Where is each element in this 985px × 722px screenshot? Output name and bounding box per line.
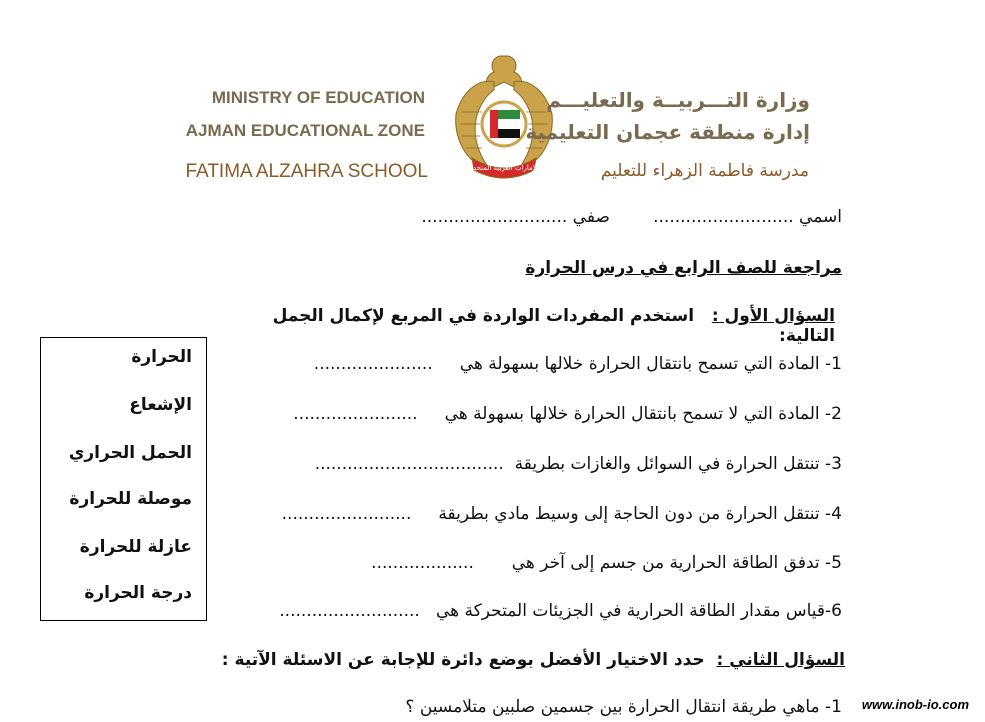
answer-blank[interactable]: ................................... xyxy=(314,454,504,474)
q1-item-6 xyxy=(222,601,842,621)
q1-item-2 xyxy=(222,404,842,424)
answer-blank[interactable]: ................... xyxy=(371,553,474,573)
q2-item-1: 1- ماهي طريقة انتقال الحرارة بين جسمين صلبين متلامسين ؟ xyxy=(405,697,842,717)
word-bank-item: عازلة للحرارة xyxy=(79,537,192,557)
website-watermark: www.inob-io.com xyxy=(861,697,969,712)
word-bank-item: موصلة للحرارة xyxy=(69,489,192,509)
class-blank[interactable]: ........................... xyxy=(421,207,568,227)
name-blank[interactable]: .......................... xyxy=(653,207,794,227)
word-bank-item: الحمل الحراري xyxy=(68,443,192,463)
q1-item-4 xyxy=(222,504,842,524)
answer-blank[interactable]: ........................ xyxy=(281,504,412,524)
word-bank-item: الحرارة xyxy=(131,347,192,367)
q1-label: السؤال الأول : xyxy=(711,306,835,326)
q2-instruction: حدد الاختيار الأفضل بوضع دائرة للإجابة عن الاسئلة الآتية : xyxy=(221,650,705,670)
word-bank-box xyxy=(40,337,207,621)
q1-item-text: 1- المادة التي تسمح بانتقال الحرارة خلالها بسهولة هي xyxy=(459,354,842,374)
q1-item-text: 4- تنتقل الحرارة من دون الحاجة إلى وسيط مادي بطريقة xyxy=(438,504,842,524)
word-bank-item: درجة الحرارة xyxy=(84,583,192,603)
q2-label: السؤال الثاني : xyxy=(716,650,845,670)
ministry-en: MINISTRY OF EDUCATION xyxy=(211,88,425,107)
zone-en: AJMAN EDUCATIONAL ZONE xyxy=(185,121,425,140)
school-ar: مدرسة فاطمة الزهراء للتعليم xyxy=(600,161,809,181)
zone-ar: إدارة منطقة عجمان التعليمية xyxy=(525,120,810,144)
q1-item-text: 5- تدفق الطاقة الحرارية من جسم إلى آخر هي xyxy=(511,553,842,573)
student-info-line xyxy=(342,207,842,227)
q1-item-3 xyxy=(222,454,842,474)
word-bank-item: الإشعاع xyxy=(129,395,192,415)
answer-blank[interactable]: ....................... xyxy=(293,404,418,424)
emblem-scroll-text: الإمارات العربية المتحدة xyxy=(469,164,539,172)
name-label: اسمي xyxy=(799,207,842,227)
q1-item-text: 3- تنتقل الحرارة في السوائل والغازات بطريقة xyxy=(514,454,842,474)
q1-item-text: 2- المادة التي لا تسمح بانتقال الحرارة خلالها بسهولة هي xyxy=(444,404,842,424)
q1-item-text: 6-قياس مقدار الطاقة الحرارية في الجزيئات المتحركة هي xyxy=(436,601,842,621)
q1-instruction: استخدم المفردات الواردة في المربع لإكمال الجمل التالية: xyxy=(272,306,835,346)
q1-heading xyxy=(215,306,835,346)
q1-item-1 xyxy=(222,354,842,374)
ministry-ar: وزارة التـــربيــة والتعليـــم xyxy=(546,88,810,112)
class-label: صفي xyxy=(572,207,610,227)
school-en: FATIMA ALZAHRA SCHOOL xyxy=(185,161,428,182)
answer-blank[interactable]: ...................... xyxy=(313,354,433,374)
answer-blank[interactable]: .......................... xyxy=(279,601,420,621)
q2-heading xyxy=(205,650,845,670)
q1-item-5 xyxy=(222,553,842,573)
page-title: مراجعة للصف الرابع في درس الحرارة xyxy=(525,258,842,278)
